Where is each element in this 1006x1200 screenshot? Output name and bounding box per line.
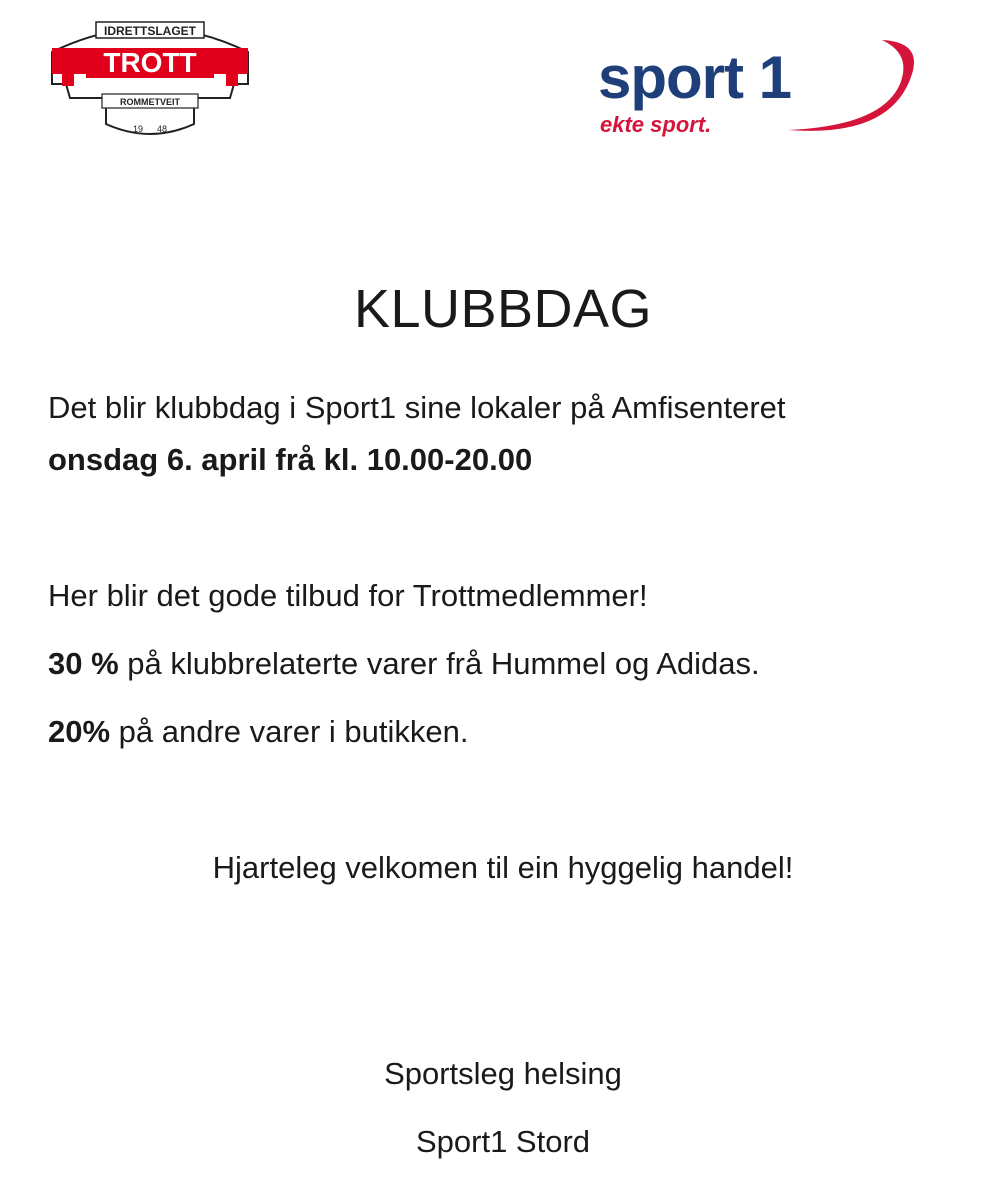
logo-main-text: TROTT xyxy=(103,47,197,78)
date-line: onsdag 6. april frå kl. 10.00-20.00 xyxy=(48,442,533,477)
offer-2-text: på andre varer i butikken. xyxy=(110,714,469,749)
document-title: KLUBBDAG xyxy=(353,279,653,339)
welcome-line: Hjarteleg velkomen til ein hyggelig handel! xyxy=(212,850,794,885)
offer-intro: Her blir det gode tilbud for Trottmedlemmer! xyxy=(48,578,648,613)
signature-line: Sport1 Stord xyxy=(415,1124,591,1159)
trott-club-logo xyxy=(44,12,256,140)
offer-line-2 xyxy=(48,712,468,752)
offer-2-discount: 20% xyxy=(48,714,111,749)
logo-year-left: 19 xyxy=(132,124,144,134)
sport1-logo xyxy=(592,34,920,140)
intro-line: Det blir klubbdag i Sport1 sine lokaler på Amfisenteret xyxy=(48,390,786,425)
offer-1-discount: 30 % xyxy=(48,646,119,681)
logo-place-text: ROMMETVEIT xyxy=(120,97,180,107)
sport1-brand-text: sport 1 xyxy=(598,44,792,111)
sport1-tagline: ekte sport. xyxy=(600,112,712,137)
offer-line-1 xyxy=(48,644,760,684)
logo-top-text: IDRETTSLAGET xyxy=(104,24,196,38)
offer-1-text: på klubbrelaterte varer frå Hummel og Adidas. xyxy=(118,646,760,681)
logo-year-right: 48 xyxy=(156,124,168,134)
greeting-line: Sportsleg helsing xyxy=(384,1056,622,1091)
